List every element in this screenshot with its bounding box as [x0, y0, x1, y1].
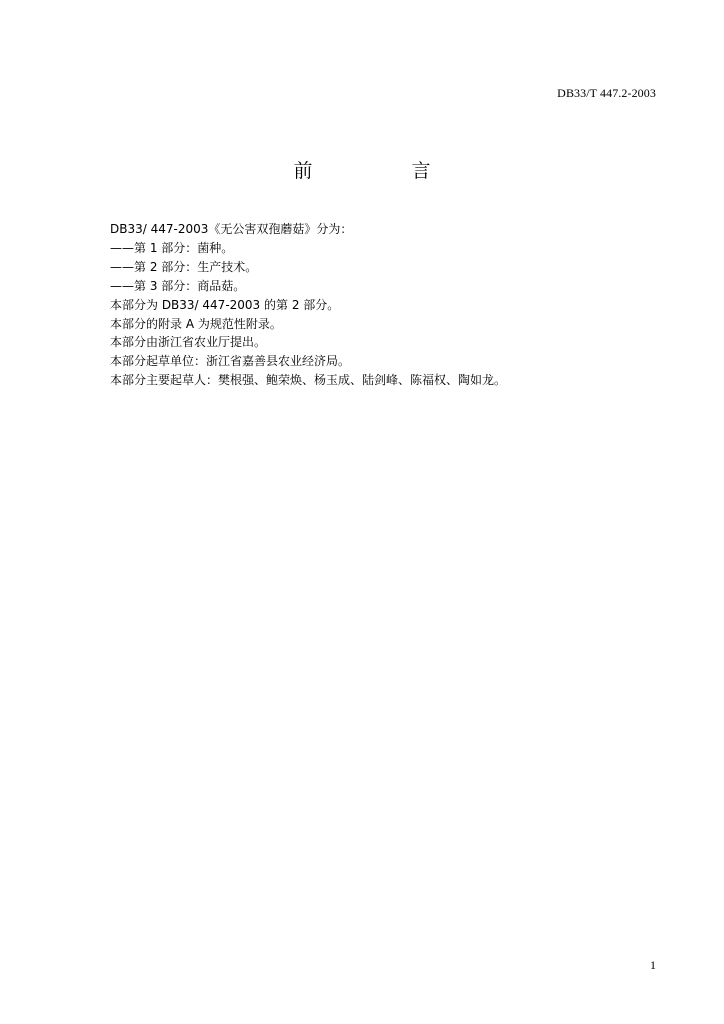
body-line: 本部分由浙江省农业厅提出。: [110, 335, 267, 350]
body-line: DB33/ 447-2003《无公害双孢蘑菇》分为：: [110, 222, 353, 236]
body-line: 本部分主要起草人：樊根强、鲍荣焕、杨玉成、陆剑峰、陈福权、陶如龙。: [110, 373, 507, 388]
foreword-body: [110, 220, 630, 390]
standard-code: DB33/T 447.2-2003: [557, 86, 656, 100]
body-line: ——第 2 部分：生产技术。: [110, 259, 258, 274]
page-number: 1: [650, 958, 656, 972]
page-title: 前 言: [293, 160, 471, 182]
body-line: 本部分起草单位：浙江省嘉善县农业经济局。: [110, 354, 351, 369]
body-line: ——第 3 部分：商品菇。: [110, 278, 246, 293]
body-line: 本部分为 DB33/ 447-2003 的第 2 部分。: [110, 297, 340, 312]
body-line: 本部分的附录 A 为规范性附录。: [110, 316, 282, 331]
body-line: ——第 1 部分：菌种。: [110, 240, 234, 255]
